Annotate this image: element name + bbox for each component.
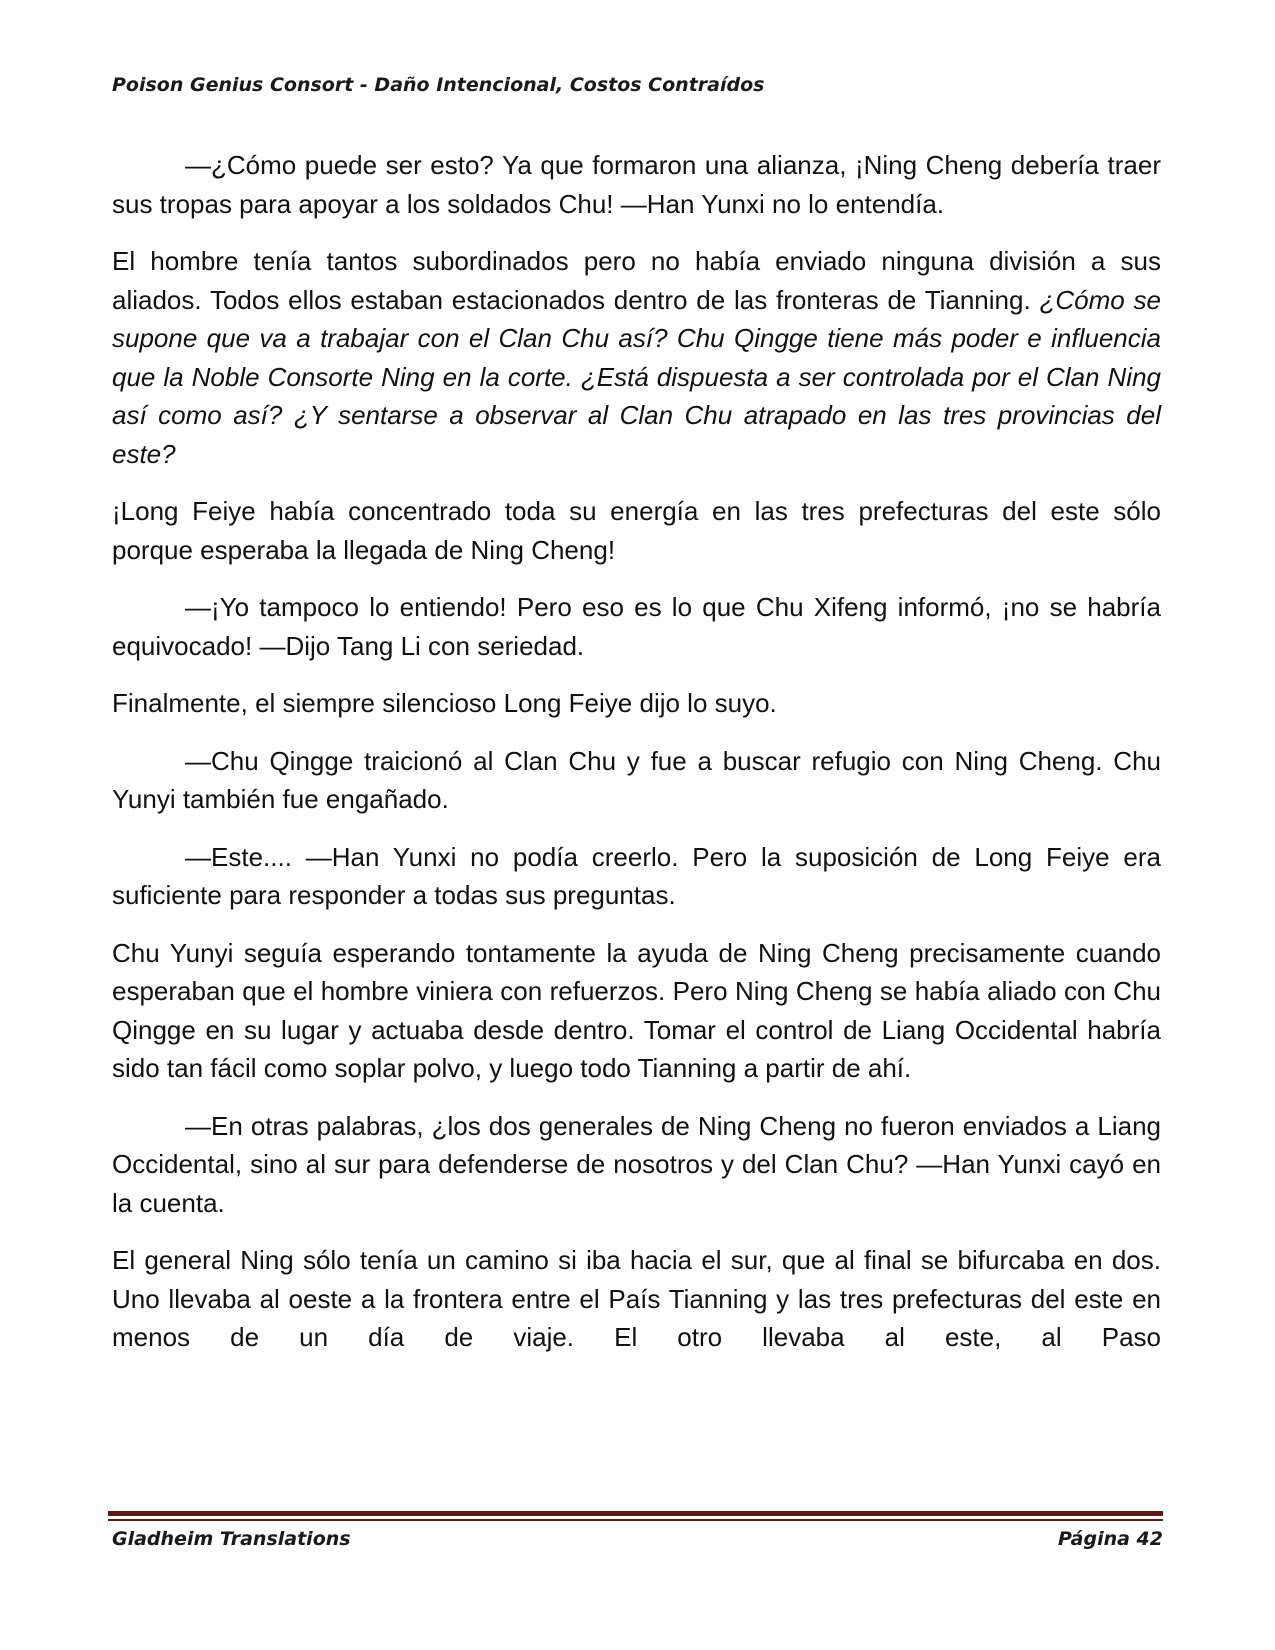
paragraph: Finalmente, el siempre silencioso Long Feiye dijo lo suyo. <box>112 688 777 718</box>
paragraph: El general Ning sólo tenía un camino si iba hacia el sur, que al final se bifurcaba en dos. Uno llevaba al oeste a la frontera entre el País Tianning y las tres prefecturas del este en menos de un día de viaje. El otro llevaba al este, al Paso <box>112 1245 1161 1352</box>
paragraph: —¿Cómo puede ser esto? Ya que formaron una alianza, ¡Ning Cheng debería traer sus tropas para apoyar a los soldados Chu! —Han Yunxi no lo entendía. <box>112 150 1161 219</box>
footer-publisher: Gladheim Translations <box>112 1528 351 1550</box>
footer-divider-thick <box>108 1511 1163 1516</box>
page-header-title: Poison Genius Consort - Daño Intencional, Costos Contraídos <box>112 74 765 96</box>
paragraph <box>112 242 1161 473</box>
paragraph: —Este.... —Han Yunxi no podía creerlo. Pero la suposición de Long Feiye era suficiente para responder a todas sus preguntas. <box>112 841 1161 910</box>
paragraph: —¡Yo tampoco lo entiendo! Pero eso es lo que Chu Xifeng informó, ¡no se habría equivocado! —Dijo Tang Li con seriedad. <box>112 592 1161 661</box>
paragraph-italic-thought: ¿Cómo se supone que va a trabajar con el Clan Chu así? Chu Qingge tiene más poder e influencia que la Noble Consorte Ning en la corte. ¿Está dispuesta a ser controlada por el Clan Ning así como así? ¿Y sentarse a observar al Clan Chu atrapado en las tres provincias del este? <box>112 284 1161 469</box>
paragraph: Chu Yunyi seguía esperando tontamente la ayuda de Ning Cheng precisamente cuando esperaban que el hombre viniera con refuerzos. Pero Ning Cheng se había aliado con Chu Qingge en su lugar y actuaba desde dentro. Tomar el control de Liang Occidental habría sido tan fácil como soplar polvo, y luego todo Tianning a partir de ahí. <box>112 937 1161 1083</box>
paragraph-text: El hombre tenía tantos subordinados pero no había enviado ninguna división a sus aliados. Todos ellos estaban estacionados dentro de las fronteras de Tianning. <box>112 246 1161 315</box>
footer-divider-thin <box>108 1519 1163 1521</box>
paragraph: —En otras palabras, ¿los dos generales de Ning Cheng no fueron enviados a Liang Occidental, sino al sur para defenderse de nosotros y del Clan Chu? —Han Yunxi cayó en la cuenta. <box>112 1110 1161 1218</box>
document-body <box>112 146 1161 1376</box>
footer-page-number: Página 42 <box>1057 1528 1163 1550</box>
paragraph: —Chu Qingge traicionó al Clan Chu y fue a buscar refugio con Ning Cheng. Chu Yunyi también fue engañado. <box>112 745 1161 814</box>
paragraph: ¡Long Feiye había concentrado toda su energía en las tres prefecturas del este sólo porque esperaba la llegada de Ning Cheng! <box>112 496 1161 565</box>
